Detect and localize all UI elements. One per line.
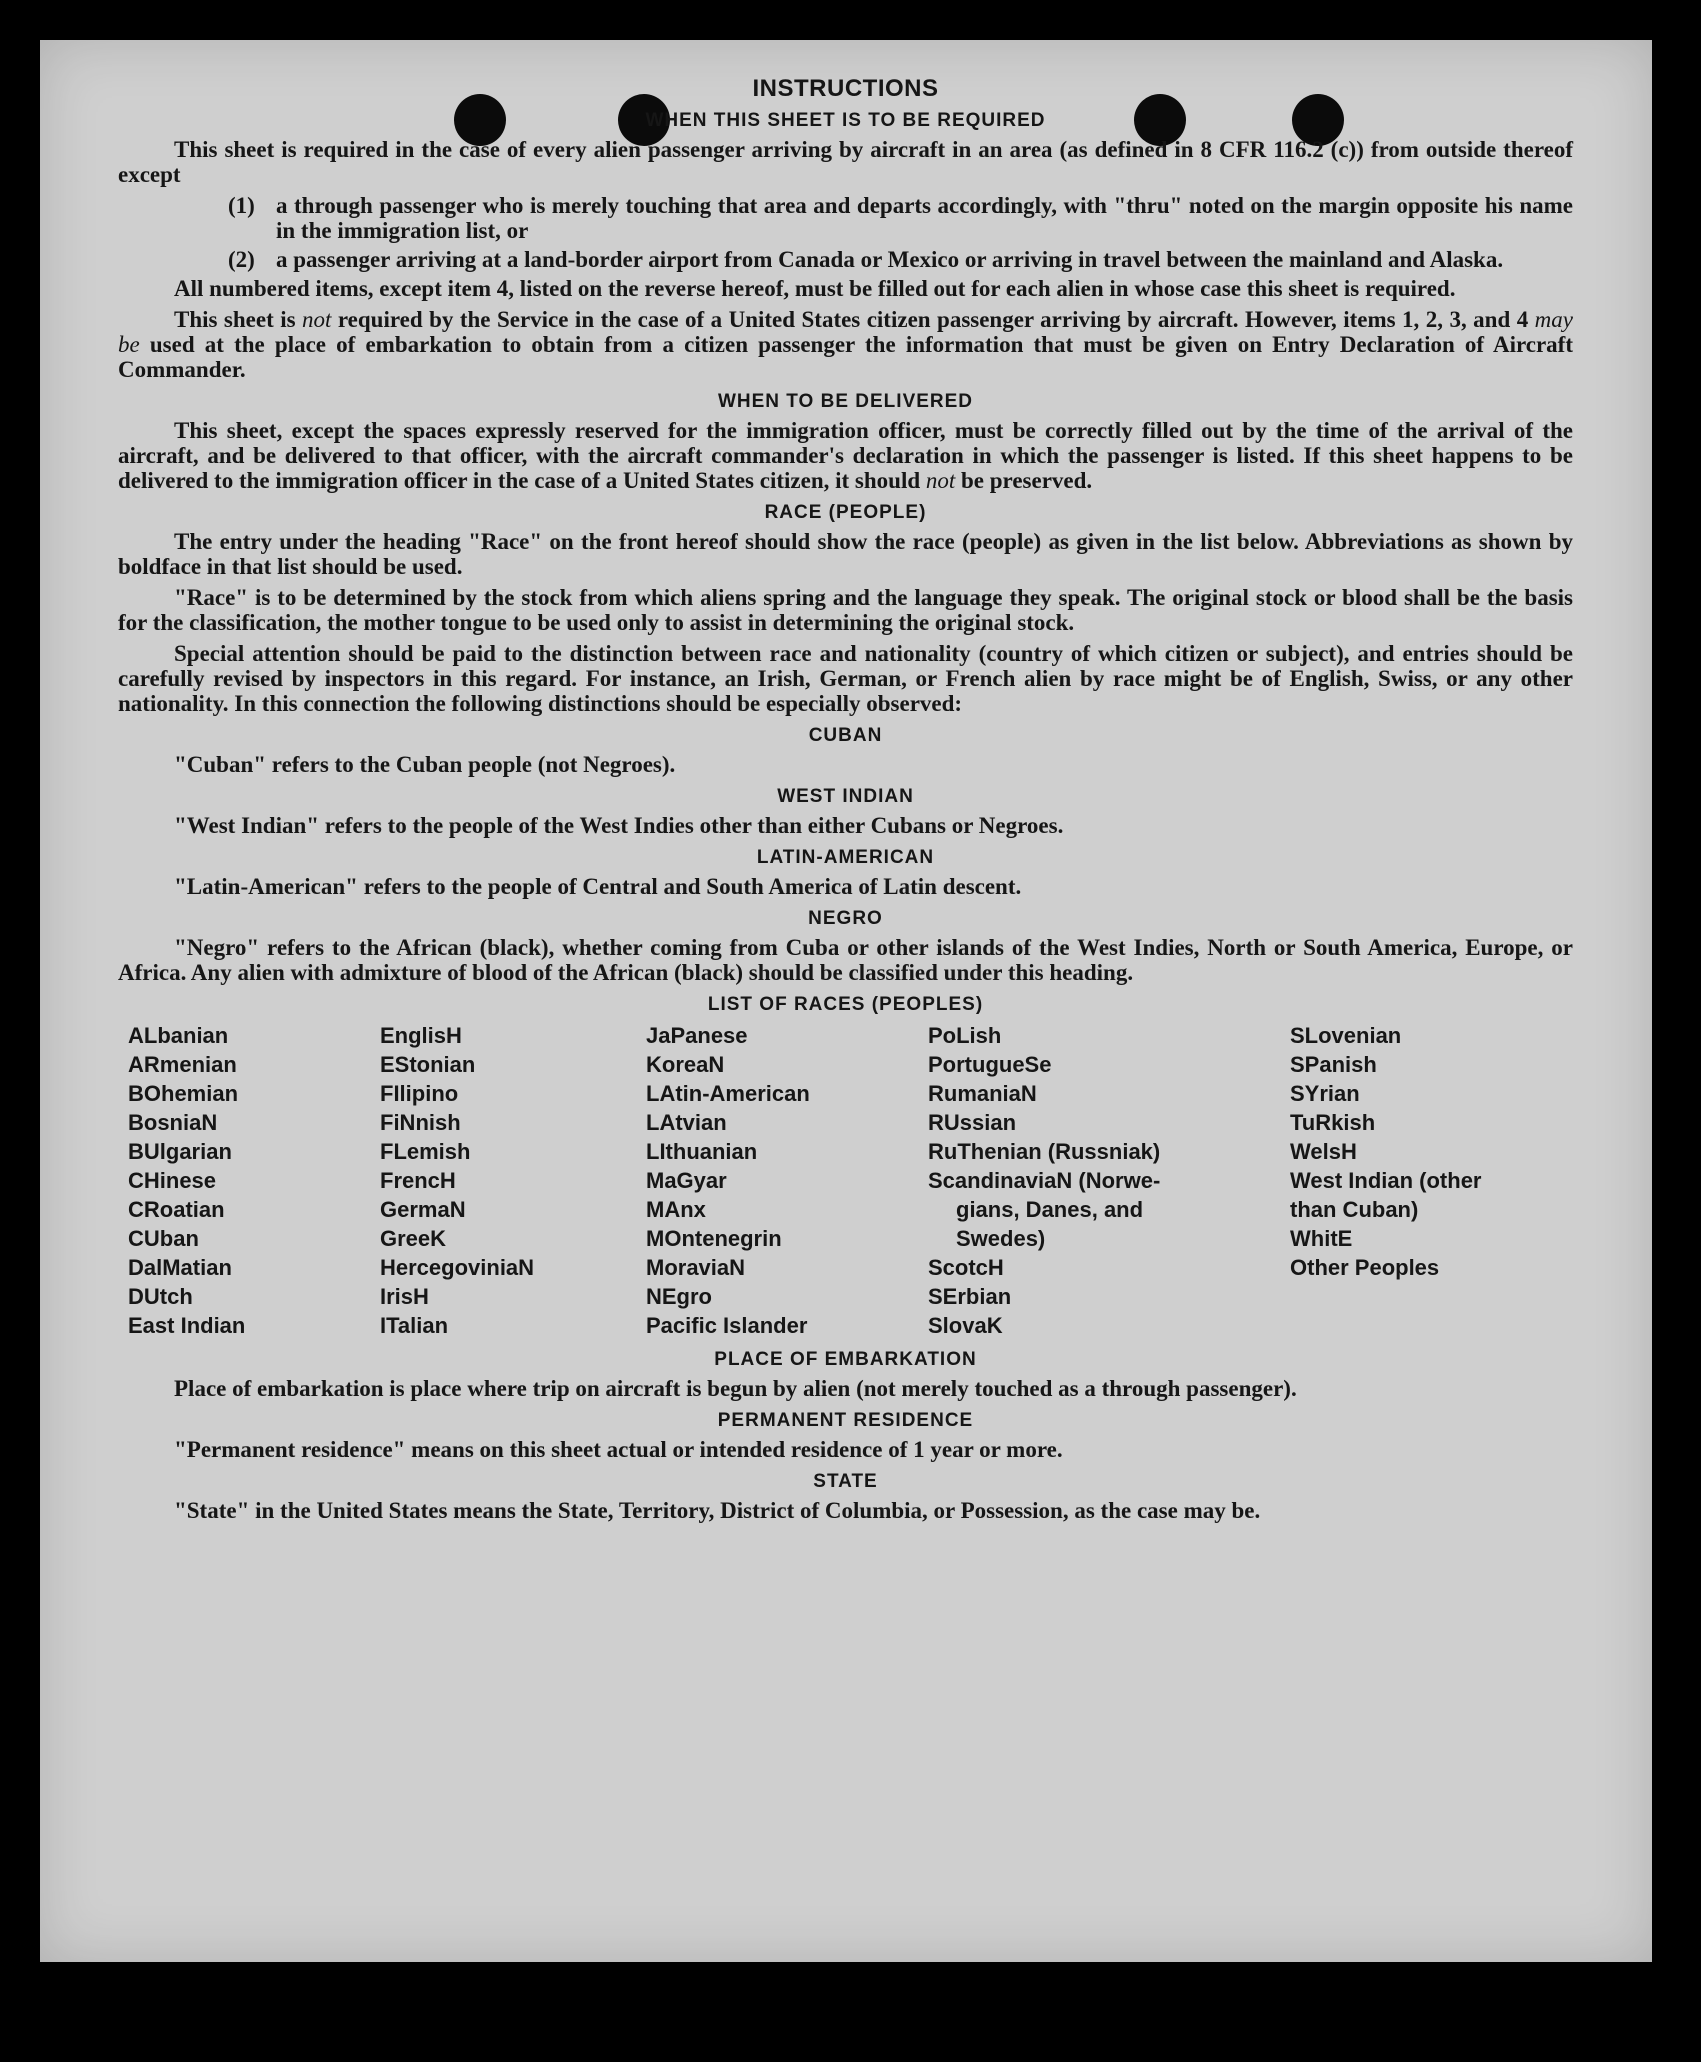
race-item: GreeK [380,1226,447,1251]
race-item: EnglisH [380,1023,462,1048]
race-item: DalMatian [128,1255,232,1280]
race-item: MOntenegrin [646,1226,782,1251]
paragraph: "Latin-American" refers to the people of Central and South America of Latin descent. [174,874,1022,899]
race-item: LAtvian [646,1110,727,1135]
heading-race: RACE (PEOPLE) [764,502,927,523]
race-item: ARmenian [128,1052,237,1077]
paragraph: "State" in the United States means the State, Territory, District of Columbia, or Possession, as the case may be. [174,1498,1261,1523]
paragraph: "Negro" refers to the African (black), whether coming from Cuba or other islands of the West Indies, North or South America, Europe, or Africa. Any alien with admixture of blood of the African (black) should be classified under this heading. [118,935,1573,985]
race-item: PoLish [928,1023,1002,1048]
paragraph: Place of embarkation is place where trip on aircraft is begun by alien (not merely touched as a through passenger). [174,1376,1297,1401]
item-number: (2) [228,247,255,272]
heading-place-of-embarkation: PLACE OF EMBARKATION [714,1349,977,1370]
race-item: KoreaN [646,1052,725,1077]
list-item [228,247,1573,272]
race-item: CUban [128,1226,199,1251]
race-item: SPanish [1290,1052,1377,1077]
race-item: MaGyar [646,1168,727,1193]
paragraph: The entry under the heading "Race" on the front hereof should show the race (people) as given in the list below. Abbreviations as shown by boldface in that list should be used. [118,529,1573,579]
race-item: gians, Danes, and [956,1197,1144,1222]
paragraph: All numbered items, except item 4, listed on the reverse hereof, must be filled out for each alien in whose case this sheet is required. [174,276,1456,301]
race-item: SLovenian [1290,1023,1402,1048]
item-text: a passenger arriving at a land-border airport from Canada or Mexico or arriving in travel between the mainland and Alaska. [276,247,1504,272]
race-item: TuRkish [1290,1110,1376,1135]
race-item: BOhemian [128,1081,239,1106]
paragraph: This sheet, except the spaces expressly reserved for the immigration officer, must be correctly filled out by the time of the arrival of the aircraft, and be delivered to that officer, with the aircraft commander's declaration in which the passenger is listed. If this sheet happens to be delivered to the immigration officer in the case of a United States citizen, it should not be preserved. [118,418,1573,493]
race-item: DUtch [128,1284,193,1309]
race-item: MAnx [646,1197,706,1222]
race-item: WelsH [1290,1139,1357,1164]
item-text: a through passenger who is merely touching that area and departs accordingly, with "thru" noted on the margin opposite his name in the immigration list, or [276,193,1573,243]
race-item: HercegoviniaN [380,1255,535,1280]
race-item: BUlgarian [128,1139,232,1164]
race-item: ScotcH [928,1255,1004,1280]
page-title: INSTRUCTIONS [752,75,939,102]
race-column [380,1021,646,1340]
race-item: NEgro [646,1284,712,1309]
race-item: Other Peoples [1290,1255,1440,1280]
race-item: SlovaK [928,1313,1003,1338]
paragraph: "Race" is to be determined by the stock from which aliens spring and the language they speak. The original stock or blood shall be the basis for the classification, the mother tongue to be used only to assist in determining the original stock. [118,585,1573,635]
race-item: BosniaN [128,1110,218,1135]
paragraph: "Permanent residence" means on this sheet actual or intended residence of 1 year or more. [174,1437,1063,1462]
instructions-text [118,70,1573,1529]
race-item: FIlipino [380,1081,459,1106]
race-item: CHinese [128,1168,217,1193]
race-item: ITalian [380,1313,449,1338]
race-column [646,1021,928,1340]
race-item: FiNnish [380,1110,461,1135]
race-item: Pacific Islander [646,1313,808,1338]
heading-state: STATE [813,1471,878,1492]
race-item: MoraviaN [646,1255,746,1280]
race-item: LAtin-American [646,1081,810,1106]
paragraph: "West Indian" refers to the people of the West Indies other than either Cubans or Negroes. [174,813,1064,838]
paragraph: "Cuban" refers to the Cuban people (not Negroes). [174,752,676,777]
race-item: ALbanian [128,1023,229,1048]
race-item: West Indian (other [1290,1168,1482,1193]
item-number: (1) [228,193,255,218]
heading-list-of-races: LIST OF RACES (PEOPLES) [707,994,984,1015]
race-item: RUssian [928,1110,1017,1135]
heading-when-required: WHEN THIS SHEET IS TO BE REQUIRED [645,110,1046,131]
paragraph: Special attention should be paid to the distinction between race and nationality (country of which citizen or subject), and entries should be carefully revised by inspectors in this regard. For instance, an Irish, German, or French alien by race might be of English, Swiss, or any other nationality. In this connection the following distinctions should be especially observed: [118,641,1573,716]
heading-when-delivered: WHEN TO BE DELIVERED [717,391,974,412]
race-item: East Indian [128,1313,246,1338]
race-item: CRoatian [128,1197,225,1222]
race-item: RumaniaN [928,1081,1037,1106]
race-item: SErbian [928,1284,1012,1309]
race-item: SYrian [1290,1081,1360,1106]
race-item: LIthuanian [646,1139,758,1164]
race-column [1290,1021,1550,1340]
race-item: EStonian [380,1052,476,1077]
race-item: FrencH [380,1168,456,1193]
paragraph: This sheet is not required by the Service in the case of a United States citizen passenger arriving by aircraft. However, items 1, 2, 3, and 4 may be used at the place of embarkation to obtain from a citizen passenger the information that must be given on Entry Declaration of Aircraft Commander. [118,307,1573,382]
race-item: JaPanese [646,1023,748,1048]
race-item: Swedes) [956,1226,1046,1251]
race-item: ScandinaviaN (Norwe- [928,1168,1161,1193]
race-column [928,1021,1290,1340]
race-item: IrisH [380,1284,429,1309]
race-item: FLemish [380,1139,471,1164]
heading-cuban: CUBAN [808,725,883,746]
race-item: PortugueSe [928,1052,1052,1077]
paragraph: This sheet is required in the case of every alien passenger arriving by aircraft in an area (as defined in 8 CFR 116.2 (c)) from outside thereof except [118,137,1573,187]
race-item: RuThenian (Russniak) [928,1139,1161,1164]
race-item: GermaN [380,1197,466,1222]
heading-west-indian: WEST INDIAN [777,786,914,807]
race-list [128,1021,1573,1340]
heading-negro: NEGRO [808,908,883,929]
heading-permanent-residence: PERMANENT RESIDENCE [717,1410,974,1431]
heading-latin-american: LATIN-AMERICAN [756,847,935,868]
race-item: than Cuban) [1290,1197,1419,1222]
race-item: WhitE [1290,1226,1353,1251]
race-column [128,1021,380,1340]
list-item [228,193,1573,243]
